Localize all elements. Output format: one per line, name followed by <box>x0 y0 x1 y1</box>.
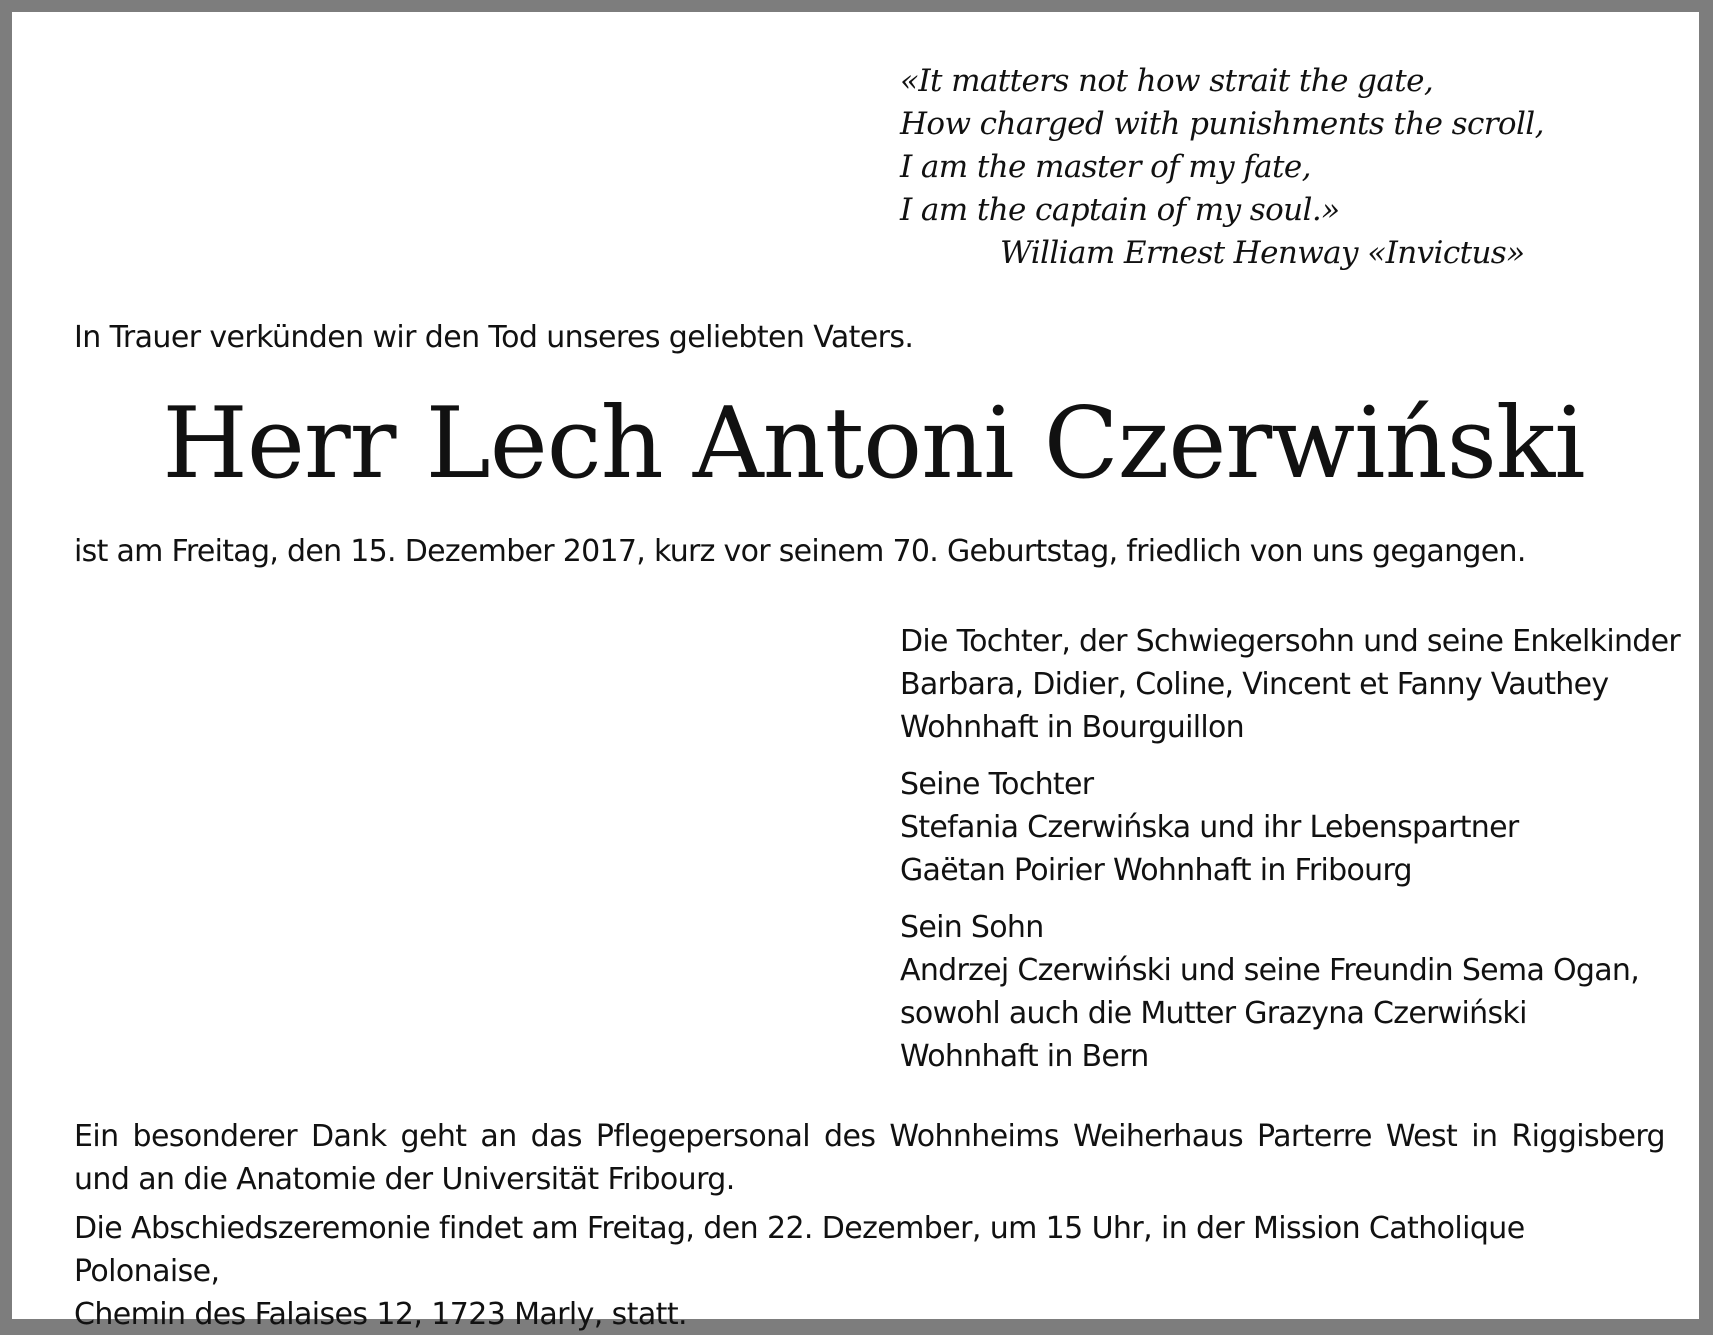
family-line: Die Tochter, der Schwiegersohn und seine Enkelkinder <box>900 624 1681 659</box>
ceremony-line: Chemin des Falaises 12, 1723 Marly, statt. <box>74 1297 687 1332</box>
family-line: Stefania Czerwińska und ihr Lebenspartner <box>900 810 1519 845</box>
death-notice: ist am Freitag, den 15. Dezember 2017, kurz vor seinem 70. Geburtstag, friedlich von uns gegangen. <box>74 534 1526 569</box>
family-line: Wohnhaft in Bourguillon <box>900 710 1244 745</box>
ceremony-line: Die Abschiedszeremonie findet am Freitag, den 22. Dezember, um 15 Uhr, in der Mission Catholique Polonaise, <box>74 1211 1525 1289</box>
thanks-line: und an die Anatomie der Universität Fribourg. <box>74 1162 735 1197</box>
family-group-bourguillon <box>900 620 1680 749</box>
thanks-paragraph <box>74 1115 1665 1201</box>
poem-line: I am the master of my fate, <box>900 149 1311 185</box>
family-list <box>900 620 1680 1092</box>
family-line: Barbara, Didier, Coline, Vincent et Fanny Vauthey <box>900 667 1609 702</box>
poem-line: I am the captain of my soul.» <box>900 192 1340 228</box>
closing-section <box>74 1115 1665 1342</box>
deceased-name: Herr Lech Antoni Czerwiński <box>162 387 1585 501</box>
family-group-bern <box>900 906 1680 1078</box>
poem-line: «It matters not how strait the gate, <box>900 63 1434 99</box>
thanks-line: Ein besonderer Dank geht an das Pflegepersonal des Wohnheims Weiherhaus Parterre West in Riggisberg <box>74 1119 1665 1154</box>
family-line: Wohnhaft in Bern <box>900 1039 1149 1074</box>
poem-line: How charged with punishments the scroll, <box>900 106 1544 142</box>
mourning-intro: In Trauer verkünden wir den Tod unseres geliebten Vaters. <box>74 320 914 355</box>
family-line: Seine Tochter <box>900 767 1094 802</box>
poem-attribution: William Ernest Henway «Invictus» <box>1000 235 1525 271</box>
family-group-fribourg <box>900 763 1680 892</box>
family-line: Sein Sohn <box>900 910 1044 945</box>
poem-quote <box>900 60 1544 275</box>
family-line: Gaëtan Poirier Wohnhaft in Fribourg <box>900 853 1412 888</box>
ceremony-paragraph <box>74 1207 1665 1336</box>
family-line: Andrzej Czerwiński und seine Freundin Sema Ogan, <box>900 953 1640 988</box>
family-line: sowohl auch die Mutter Grazyna Czerwiński <box>900 996 1527 1031</box>
